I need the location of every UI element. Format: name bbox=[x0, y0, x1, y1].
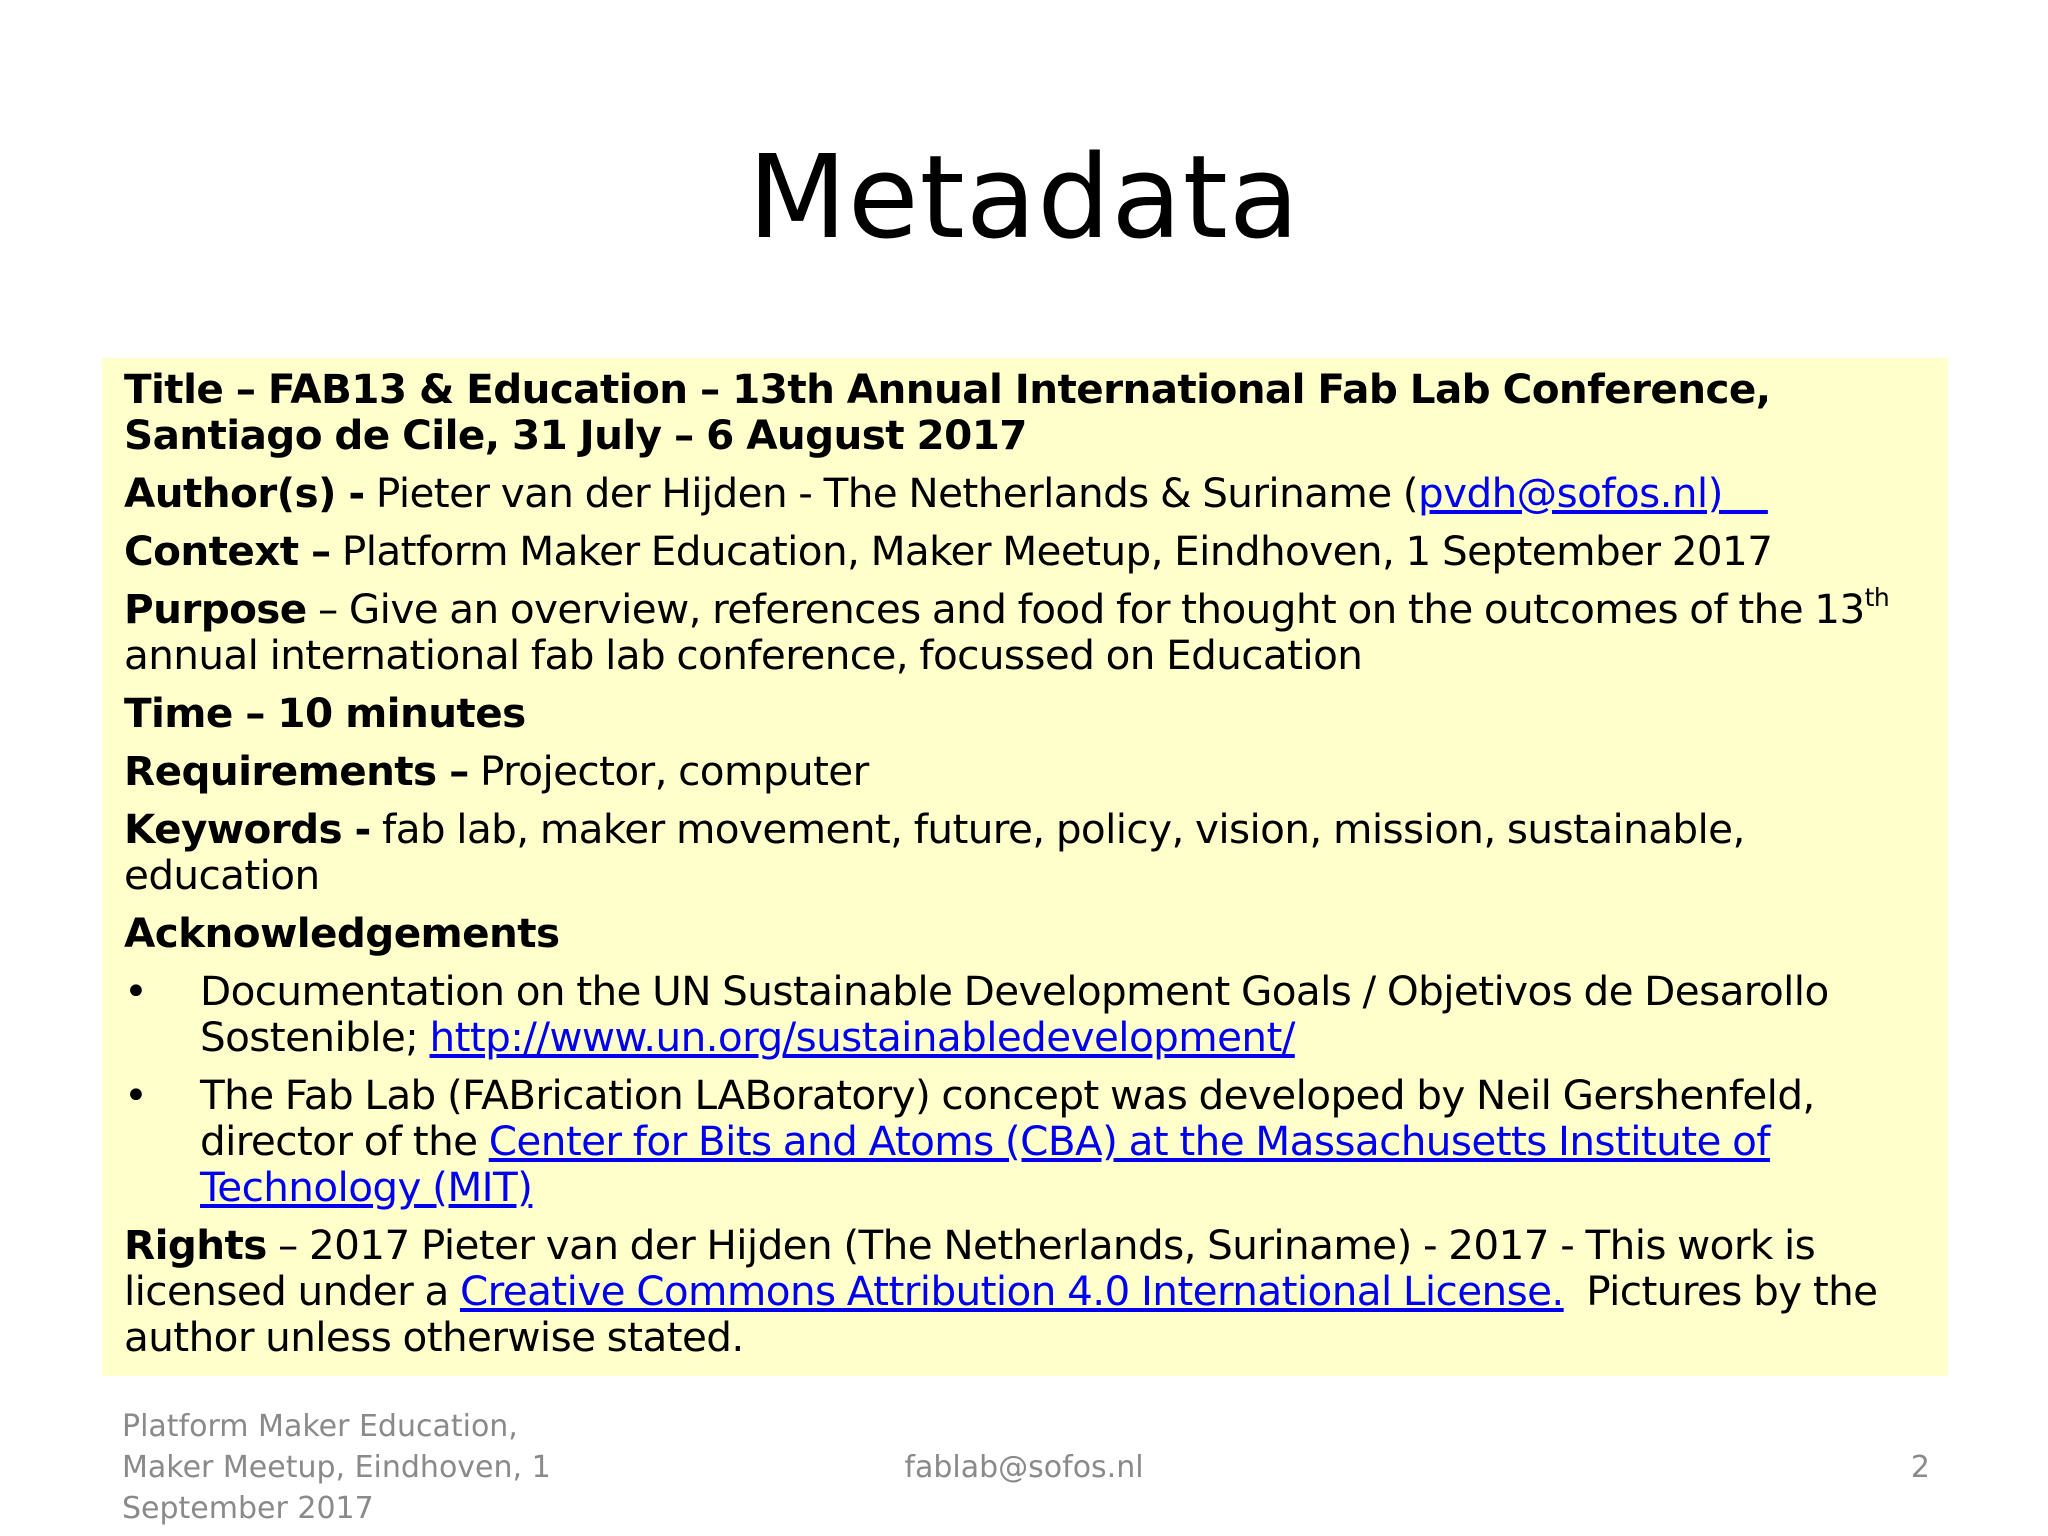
requirements-label: Requirements – bbox=[124, 747, 469, 795]
un-sdg-link[interactable]: http://www.un.org/sustainabledevelopment/ bbox=[429, 1013, 1295, 1061]
purpose-text-continued: annual international fab lab conference, focussed on Education bbox=[124, 631, 1363, 679]
slide-title: Metadata bbox=[747, 131, 1301, 265]
list-item bbox=[124, 968, 1928, 1060]
acknowledgements-list bbox=[124, 968, 1928, 1210]
metadata-box bbox=[102, 358, 1948, 1376]
context-line bbox=[124, 528, 1928, 574]
acknowledgements-heading bbox=[124, 910, 1928, 956]
purpose-superscript: th bbox=[1864, 583, 1890, 612]
context-label: Context – bbox=[124, 527, 331, 575]
time-text: Time – 10 minutes bbox=[124, 689, 526, 737]
ack2-text: The Fab Lab (FABrication LABoratory) concept was developed by Neil Gershenfeld, director of the bbox=[200, 1071, 1815, 1165]
cc-license-link[interactable]: Creative Commons Attribution 4.0 International License. bbox=[459, 1267, 1564, 1315]
keywords-text: fab lab, maker movement, future, policy, vision, mission, sustainable, education bbox=[124, 805, 1745, 899]
context-text: Platform Maker Education, Maker Meetup, Eindhoven, 1 September 2017 bbox=[330, 527, 1773, 575]
rights-line bbox=[124, 1222, 1928, 1360]
acknowledgements-label: Acknowledgements bbox=[124, 909, 560, 957]
rights-label: Rights bbox=[124, 1221, 267, 1269]
page-number: 2 bbox=[1910, 1450, 1930, 1485]
list-item bbox=[124, 1072, 1928, 1210]
rights-text: – 2017 Pieter van der Hijden (The Netherlands, Suriname) - 2017 - This work is licensed under a bbox=[124, 1221, 1816, 1315]
footer-email: fablab@sofos.nl bbox=[904, 1450, 1144, 1485]
rights-text-continued: Pictures by the author unless otherwise stated. bbox=[124, 1267, 1889, 1361]
purpose-line bbox=[124, 583, 1928, 679]
keywords-label: Keywords - bbox=[124, 805, 371, 853]
purpose-text: – Give an overview, references and food for thought on the outcomes of the 13 bbox=[306, 585, 1865, 633]
title-text: Title – FAB13 & Education – 13th Annual International Fab Lab Conference, Santiago de Cile, 31 July – 6 August 2017 bbox=[124, 365, 1771, 459]
title-line bbox=[124, 366, 1928, 458]
author-text: Pieter van der Hijden - The Netherlands & Suriname ( bbox=[364, 469, 1419, 517]
author-email-link[interactable]: pvdh@sofos.nl) bbox=[1418, 469, 1768, 517]
requirements-line bbox=[124, 748, 1928, 794]
requirements-text: Projector, computer bbox=[468, 747, 869, 795]
author-label: Author(s) - bbox=[124, 469, 365, 517]
cba-mit-link[interactable]: Center for Bits and Atoms (CBA) at the Massachusetts Institute of Technology (MIT) bbox=[200, 1117, 1770, 1211]
purpose-label: Purpose bbox=[124, 585, 307, 633]
footer-event: Platform Maker Education, Maker Meetup, Eindhoven, 1 September 2017 bbox=[122, 1409, 551, 1526]
ack1-text: Documentation on the UN Sustainable Development Goals / Objetivos de Desarollo Sostenible; bbox=[200, 967, 1829, 1061]
time-line bbox=[124, 690, 1928, 736]
keywords-line bbox=[124, 806, 1928, 898]
bullet-icon: • bbox=[124, 967, 148, 1015]
author-line bbox=[124, 470, 1928, 516]
bullet-icon: • bbox=[124, 1071, 148, 1119]
